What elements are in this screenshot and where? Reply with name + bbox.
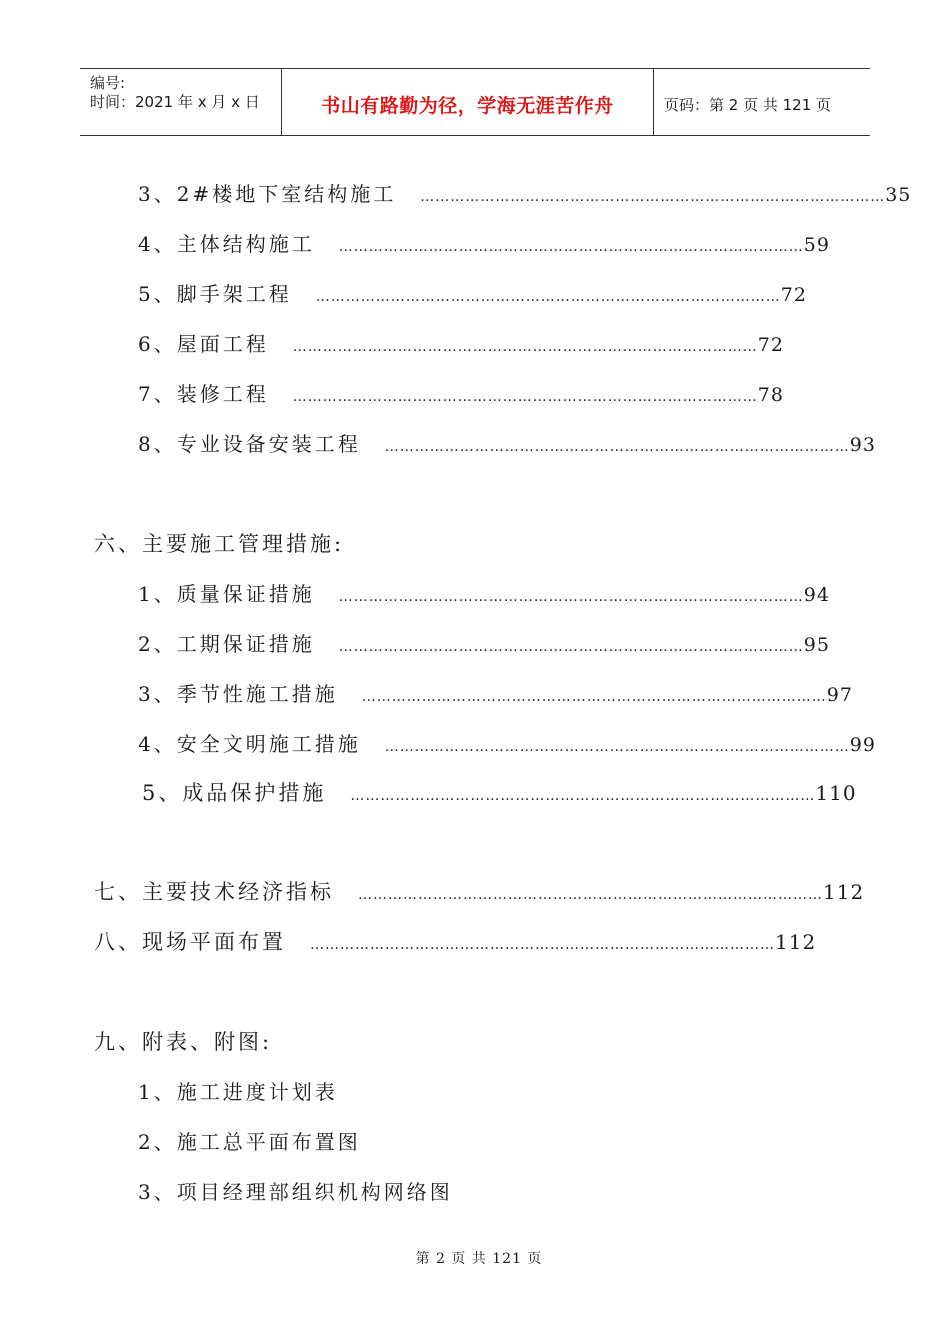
toc-item-label: 5、脚手架工程 (138, 282, 292, 306)
toc-item[interactable] (138, 378, 784, 407)
toc-item-label: 4、主体结构施工 (138, 232, 315, 256)
toc-item[interactable] (138, 678, 853, 707)
toc-item-label: 3、2#楼地下室结构施工 (138, 182, 397, 206)
toc-item-page: 112 (775, 930, 817, 954)
toc-item-page: 97 (826, 684, 853, 706)
appendix-item[interactable]: 2、施工总平面布置图 (138, 1130, 361, 1154)
toc-item-page: 35 (885, 184, 912, 206)
toc-item[interactable] (138, 328, 784, 357)
toc-section-item[interactable] (94, 876, 865, 906)
toc-item[interactable] (138, 278, 807, 307)
toc-leader-dots: ………………………………………………………………………………… (361, 689, 827, 705)
header-page-cell (654, 69, 870, 135)
toc-item-page: 99 (849, 734, 876, 756)
toc-leader-dots: ………………………………………………………………………………… (350, 788, 816, 804)
toc-leader-dots: ………………………………………………………………………………… (338, 639, 804, 655)
toc-item-page: 93 (849, 434, 876, 456)
header-page-info: 页码：第 2 页 共 121 页 (664, 95, 832, 114)
toc-item-label: 七、主要技术经济指标 (94, 880, 334, 904)
toc-item[interactable] (138, 578, 830, 607)
toc-section-item[interactable] (94, 926, 817, 956)
toc-item-page: 59 (803, 234, 830, 256)
toc-item-page: 72 (780, 284, 807, 306)
toc-item[interactable] (142, 777, 857, 807)
toc-item[interactable] (138, 628, 830, 657)
footer-page-number: 第 2 页 共 121 页 (415, 1251, 543, 1267)
header-meta-cell (80, 69, 282, 135)
toc-leader-dots: ………………………………………………………………………………… (310, 937, 775, 953)
toc-item-page: 112 (823, 880, 865, 904)
toc-item[interactable] (138, 728, 876, 757)
page-footer (0, 1248, 950, 1268)
toc-leader-dots: ………………………………………………………………………………… (420, 189, 886, 205)
toc-item-label: 八、现场平面布置 (94, 930, 286, 954)
toc-item-page: 72 (757, 334, 784, 356)
toc-item[interactable] (138, 178, 912, 207)
toc-item-label: 4、安全文明施工措施 (138, 732, 361, 756)
toc-item-label: 1、质量保证措施 (138, 582, 315, 606)
toc-section-title[interactable]: 九、附表、附图: (94, 1030, 273, 1054)
toc-leader-dots: ………………………………………………………………………………… (292, 339, 758, 355)
toc-item-label: 6、屋面工程 (138, 332, 269, 356)
toc-leader-dots: ………………………………………………………………………………… (338, 589, 804, 605)
toc-item-label: 5、成品保护措施 (142, 781, 327, 805)
toc-item-label: 3、季节性施工措施 (138, 682, 338, 706)
toc-leader-dots: ………………………………………………………………………………… (384, 739, 850, 755)
toc-leader-dots: ………………………………………………………………………………… (315, 289, 781, 305)
appendix-item[interactable]: 1、施工进度计划表 (138, 1080, 338, 1104)
header-motto-cell (282, 69, 654, 135)
toc-item-label: 8、专业设备安装工程 (138, 432, 361, 456)
toc-leader-dots: ………………………………………………………………………………… (384, 439, 850, 455)
document-number-label: 编号: (90, 74, 126, 92)
toc-leader-dots: ………………………………………………………………………………… (338, 239, 804, 255)
document-time: 时间：2021 年 x 月 x 日 (90, 93, 260, 111)
toc-item[interactable] (138, 228, 830, 257)
page-header (80, 68, 870, 136)
toc-section-title[interactable]: 六、主要施工管理措施: (94, 532, 345, 556)
toc-leader-dots: ………………………………………………………………………………… (292, 389, 758, 405)
toc-item-page: 110 (815, 781, 857, 805)
toc-item-label: 2、工期保证措施 (138, 632, 315, 656)
toc-item-page: 94 (803, 584, 830, 606)
toc-leader-dots: ………………………………………………………………………………… (358, 887, 823, 903)
header-motto: 书山有路勤为径，学海无涯苦作舟 (321, 94, 614, 117)
toc-item-page: 95 (803, 634, 830, 656)
toc-item[interactable] (138, 428, 876, 457)
toc-item-label: 7、装修工程 (138, 382, 269, 406)
appendix-item[interactable]: 3、项目经理部组织机构网络图 (138, 1180, 453, 1204)
toc-item-page: 78 (757, 384, 784, 406)
